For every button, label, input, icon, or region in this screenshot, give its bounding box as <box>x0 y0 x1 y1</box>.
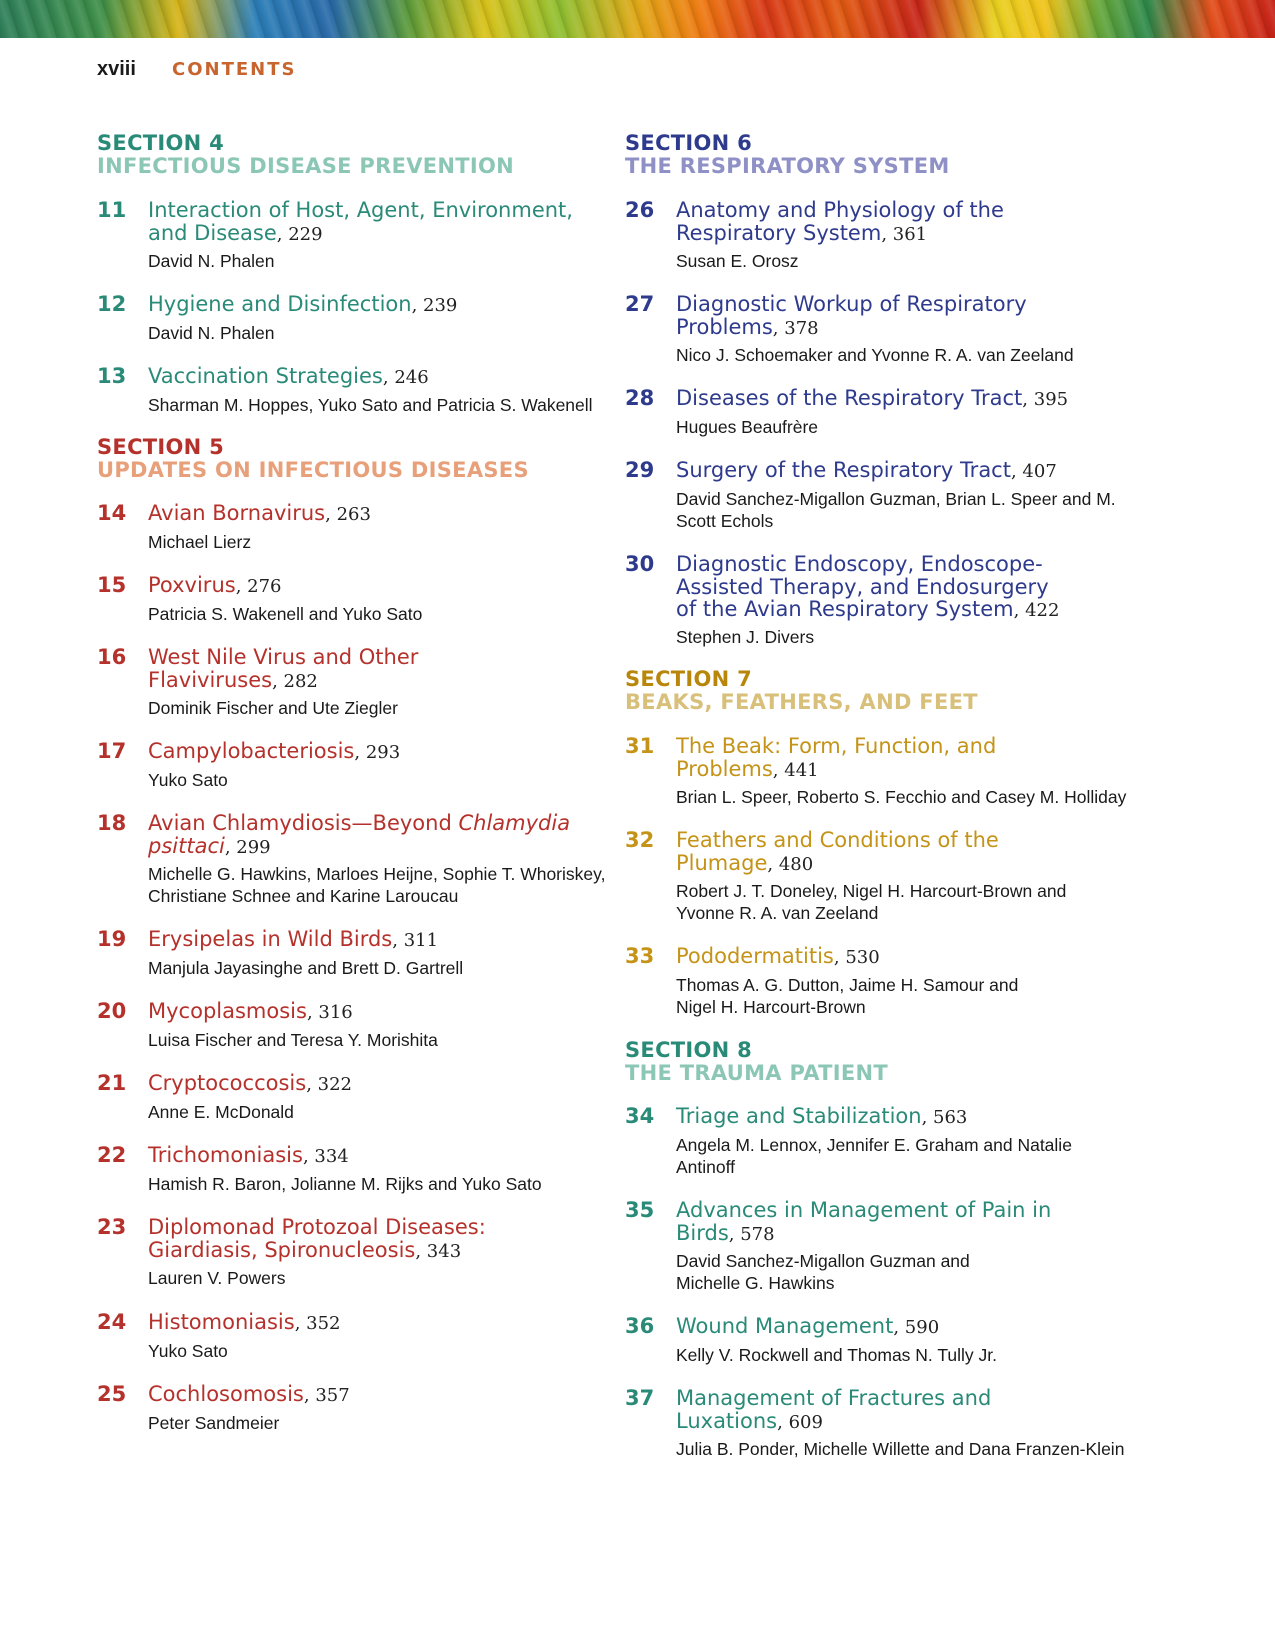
chapter-number: 35 <box>625 1198 655 1222</box>
page-number: 334 <box>314 1146 349 1167</box>
page-number: 322 <box>317 1074 352 1095</box>
section-title: THE TRAUMA PATIENT <box>625 1061 889 1085</box>
page-number: 563 <box>933 1107 968 1128</box>
chapter-title[interactable]: Avian Chlamydiosis—Beyond Chlamydia psittaci, 299 <box>148 811 571 858</box>
chapter-number: 19 <box>97 927 127 951</box>
chapter-title[interactable]: Diseases of the Respiratory Tract, 395 <box>676 386 1069 410</box>
page-number: 246 <box>394 367 429 388</box>
chapter-title[interactable]: Poxvirus, 276 <box>148 573 282 597</box>
chapter-authors: Susan E. Orosz <box>676 251 799 271</box>
section-number: SECTION 6 <box>625 131 753 155</box>
chapter-authors: Michelle G. Hawkins, Marloes Heijne, Sophie T. Whoriskey, Christiane Schnee and Karine Laroucau <box>148 864 606 906</box>
chapter-number: 23 <box>97 1215 127 1239</box>
chapter-title[interactable]: Campylobacteriosis, 293 <box>148 739 401 763</box>
section-title: UPDATES ON INFECTIOUS DISEASES <box>97 458 529 482</box>
page-number: 276 <box>247 576 282 597</box>
page-number: 395 <box>1033 389 1069 410</box>
page-number: 357 <box>315 1385 350 1406</box>
page-number: 282 <box>283 670 318 692</box>
chapter-number: 22 <box>97 1143 127 1167</box>
page-number: 378 <box>784 317 819 339</box>
page-number: 407 <box>1022 461 1057 482</box>
page-number: 609 <box>788 1411 823 1433</box>
chapter-authors: Patricia S. Wakenell and Yuko Sato <box>148 604 423 624</box>
page-number: 343 <box>426 1240 462 1262</box>
chapter-number: 14 <box>97 501 127 525</box>
chapter-authors: Michael Lierz <box>148 532 252 552</box>
chapter-number: 30 <box>625 552 655 576</box>
chapter-number: 31 <box>625 734 655 758</box>
running-head: CONTENTS <box>172 59 297 80</box>
section-number: SECTION 7 <box>625 667 753 691</box>
chapter-number: 32 <box>625 828 655 852</box>
decorative-feather-banner <box>0 0 1275 38</box>
page-number: 352 <box>306 1313 341 1334</box>
chapter-title[interactable]: Diplomonad Protozoal Diseases: Giardiasis, Spironucleosis, 343 <box>148 1215 486 1262</box>
section-heading <box>625 132 950 178</box>
section-number: SECTION 8 <box>625 1038 753 1062</box>
chapter-authors: Sharman M. Hoppes, Yuko Sato and Patricia S. Wakenell <box>148 395 593 415</box>
page-number: 316 <box>318 1002 353 1023</box>
chapter-title[interactable]: Management of Fractures and Luxations, 609 <box>676 1386 992 1433</box>
chapter-title[interactable]: Triage and Stabilization, 563 <box>676 1104 968 1128</box>
chapter-authors: David N. Phalen <box>148 251 275 271</box>
section-heading <box>625 668 978 714</box>
chapter-title[interactable]: Hygiene and Disinfection, 239 <box>148 292 458 316</box>
page-folio: xviii <box>97 58 136 80</box>
chapter-title[interactable]: Mycoplasmosis, 316 <box>148 999 353 1023</box>
chapter-authors: Robert J. T. Doneley, Nigel H. Harcourt-Brown and Yvonne R. A. van Zeeland <box>676 881 1067 923</box>
chapter-authors: Kelly V. Rockwell and Thomas N. Tully Jr. <box>676 1345 997 1365</box>
chapter-title[interactable]: Erysipelas in Wild Birds, 311 <box>148 927 439 951</box>
chapter-title[interactable]: Advances in Management of Pain in Birds, 578 <box>676 1198 1052 1245</box>
chapter-number: 20 <box>97 999 127 1023</box>
page-number: 311 <box>403 930 439 951</box>
page-number: 441 <box>784 759 819 781</box>
chapter-title[interactable]: Wound Management, 590 <box>676 1314 940 1338</box>
page-number: 530 <box>845 947 880 968</box>
chapter-authors: Angela M. Lennox, Jennifer E. Graham and Natalie Antinoff <box>676 1135 1072 1177</box>
chapter-authors: Luisa Fischer and Teresa Y. Morishita <box>148 1030 438 1050</box>
chapter-authors: Anne E. McDonald <box>148 1102 294 1122</box>
chapter-authors: Peter Sandmeier <box>148 1413 280 1433</box>
page-number: 229 <box>288 223 323 245</box>
chapter-title[interactable]: Surgery of the Respiratory Tract, 407 <box>676 458 1057 482</box>
chapter-title[interactable]: The Beak: Form, Function, and Problems, 441 <box>676 734 997 781</box>
chapter-title[interactable]: Diagnostic Endoscopy, Endoscope-Assisted Therapy, and Endosurgery of the Avian Respiratory System, 422 <box>676 552 1060 621</box>
chapter-title[interactable]: Pododermatitis, 530 <box>676 944 880 968</box>
section-title: BEAKS, FEATHERS, AND FEET <box>625 690 978 714</box>
chapter-authors: David Sanchez-Migallon Guzman and Michelle G. Hawkins <box>676 1251 970 1293</box>
section-number: SECTION 4 <box>97 131 225 155</box>
chapter-number: 36 <box>625 1314 655 1338</box>
chapter-authors: Hugues Beaufrère <box>676 417 819 437</box>
chapter-title[interactable]: Vaccination Strategies, 246 <box>148 364 429 388</box>
chapter-number: 17 <box>97 739 127 763</box>
chapter-title[interactable]: Interaction of Host, Agent, Environment, and Disease, 229 <box>148 198 573 245</box>
section-heading <box>97 132 514 178</box>
chapter-number: 34 <box>625 1104 655 1128</box>
chapter-title[interactable]: Cryptococcosis, 322 <box>148 1071 352 1095</box>
chapter-number: 33 <box>625 944 655 968</box>
chapter-number: 13 <box>97 364 127 388</box>
chapter-number: 26 <box>625 198 655 222</box>
page-number: 422 <box>1025 600 1060 621</box>
chapter-title[interactable]: Trichomoniasis, 334 <box>148 1143 349 1167</box>
chapter-title[interactable]: Diagnostic Workup of Respiratory Problems, 378 <box>676 292 1027 339</box>
chapter-authors: David N. Phalen <box>148 323 275 343</box>
page-number: 239 <box>423 295 458 316</box>
chapter-authors: Manjula Jayasinghe and Brett D. Gartrell <box>148 958 464 978</box>
page-number: 578 <box>740 1223 775 1245</box>
chapter-authors: David Sanchez-Migallon Guzman, Brian L. Speer and M. Scott Echols <box>676 489 1116 531</box>
section-number: SECTION 5 <box>97 435 225 459</box>
chapter-number: 21 <box>97 1071 127 1095</box>
chapter-authors: Nico J. Schoemaker and Yvonne R. A. van Zeeland <box>676 345 1074 365</box>
chapter-authors: Julia B. Ponder, Michelle Willette and Dana Franzen-Klein <box>676 1439 1125 1459</box>
chapter-number: 18 <box>97 811 127 835</box>
page-number: 480 <box>778 853 814 875</box>
chapter-title[interactable]: Cochlosomosis, 357 <box>148 1382 350 1406</box>
chapter-authors: Dominik Fischer and Ute Ziegler <box>148 698 398 718</box>
chapter-number: 16 <box>97 645 127 669</box>
chapter-title[interactable]: Avian Bornavirus, 263 <box>148 501 371 525</box>
chapter-authors: Hamish R. Baron, Jolianne M. Rijks and Yuko Sato <box>148 1174 542 1194</box>
chapter-number: 28 <box>625 386 655 410</box>
page-number: 361 <box>892 223 928 245</box>
section-title: THE RESPIRATORY SYSTEM <box>625 154 950 178</box>
chapter-title[interactable]: Histomoniasis, 352 <box>148 1310 341 1334</box>
page-number: 293 <box>365 742 401 763</box>
chapter-number: 24 <box>97 1310 127 1334</box>
section-heading <box>97 436 529 482</box>
chapter-authors: Yuko Sato <box>148 770 228 790</box>
page-number: 263 <box>336 504 371 525</box>
chapter-authors: Lauren V. Powers <box>148 1268 286 1288</box>
section-title: INFECTIOUS DISEASE PREVENTION <box>97 154 515 178</box>
chapter-title[interactable]: Feathers and Conditions of the Plumage, 480 <box>676 828 999 875</box>
chapter-number: 29 <box>625 458 655 482</box>
chapter-title[interactable]: Anatomy and Physiology of the Respiratory System, 361 <box>676 198 1004 245</box>
chapter-authors: Brian L. Speer, Roberto S. Fecchio and Casey M. Holliday <box>676 787 1127 807</box>
chapter-number: 15 <box>97 573 127 597</box>
chapter-number: 25 <box>97 1382 127 1406</box>
page-number: 590 <box>904 1317 940 1338</box>
page-number: 299 <box>236 836 271 858</box>
chapter-authors: Yuko Sato <box>148 1341 228 1361</box>
chapter-title[interactable]: West Nile Virus and Other Flaviviruses, 282 <box>148 645 419 692</box>
section-heading <box>625 1039 888 1085</box>
chapter-number: 37 <box>625 1386 655 1410</box>
chapter-number: 12 <box>97 292 127 316</box>
chapter-authors: Stephen J. Divers <box>676 627 815 647</box>
chapter-number: 27 <box>625 292 655 316</box>
chapter-authors: Thomas A. G. Dutton, Jaime H. Samour and Nigel H. Harcourt-Brown <box>676 975 1019 1017</box>
chapter-title-italic: Chlamydia psittaci <box>148 811 571 858</box>
chapter-number: 11 <box>97 198 127 222</box>
